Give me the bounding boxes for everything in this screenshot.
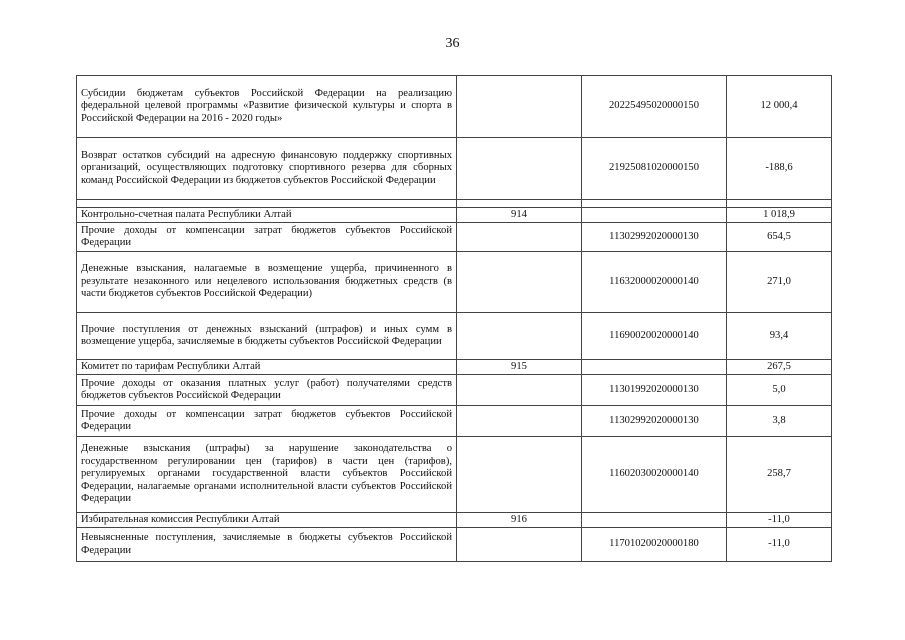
- amount-cell: 654,5: [727, 223, 832, 252]
- agency-name-cell: Контрольно-счетная палата Республики Алтай: [77, 208, 457, 223]
- amount-cell: 258,7: [727, 437, 832, 513]
- agency-name-cell: Избирательная комиссия Республики Алтай: [77, 513, 457, 528]
- spacer-cell: [77, 200, 457, 208]
- table-row: [77, 437, 832, 513]
- amount-cell: 1 018,9: [727, 208, 832, 223]
- table-row: [77, 513, 832, 528]
- amount-cell: 267,5: [727, 360, 832, 375]
- admin-code-cell: [457, 406, 582, 437]
- admin-code-cell: [457, 375, 582, 406]
- admin-code-cell: [457, 437, 582, 513]
- amount-cell: 12 000,4: [727, 76, 832, 138]
- revenue-code-cell: [582, 208, 727, 223]
- spacer-cell: [457, 200, 582, 208]
- revenue-code-cell: 11302992020000130: [582, 406, 727, 437]
- revenue-code-cell: 11690020020000140: [582, 313, 727, 360]
- amount-cell: 93,4: [727, 313, 832, 360]
- admin-code-cell: 916: [457, 513, 582, 528]
- revenue-code-cell: 11302992020000130: [582, 223, 727, 252]
- revenue-name-cell: Возврат остатков субсидий на адресную финансовую поддержку спортивных организаций, осуществляющих подготовку спортивного резерва для сборных команд Российской Федерации из бюджетов субъектов Российской Федерации: [77, 138, 457, 200]
- revenue-code-cell: [582, 360, 727, 375]
- amount-cell: -11,0: [727, 513, 832, 528]
- table-row: [77, 208, 832, 223]
- table-row: [77, 406, 832, 437]
- revenue-table: [76, 75, 832, 562]
- page-number: 36: [445, 36, 460, 51]
- revenue-name-cell: Невыясненные поступления, зачисляемые в бюджеты субъектов Российской Федерации: [77, 528, 457, 562]
- table-row: [77, 528, 832, 562]
- admin-code-cell: [457, 252, 582, 313]
- table-row: [77, 313, 832, 360]
- amount-cell: 3,8: [727, 406, 832, 437]
- revenue-code-cell: 21925081020000150: [582, 138, 727, 200]
- amount-cell: 271,0: [727, 252, 832, 313]
- amount-cell: -11,0: [727, 528, 832, 562]
- amount-cell: -188,6: [727, 138, 832, 200]
- revenue-name-cell: Прочие поступления от денежных взысканий (штрафов) и иных сумм в возмещение ущерба, зачисляемые в бюджеты субъектов Российской Федерации: [77, 313, 457, 360]
- table-row: [77, 252, 832, 313]
- revenue-name-cell: Прочие доходы от оказания платных услуг (работ) получателями средств бюджетов субъектов Российской Федерации: [77, 375, 457, 406]
- revenue-code-cell: [582, 513, 727, 528]
- table-row: [77, 138, 832, 200]
- table-row: [77, 223, 832, 252]
- table-row: [77, 76, 832, 138]
- revenue-code-cell: 20225495020000150: [582, 76, 727, 138]
- revenue-name-cell: Прочие доходы от компенсации затрат бюджетов субъектов Российской Федерации: [77, 406, 457, 437]
- spacer-cell: [582, 200, 727, 208]
- revenue-code-cell: 11632000020000140: [582, 252, 727, 313]
- table-row: [77, 200, 832, 208]
- spacer-cell: [727, 200, 832, 208]
- revenue-name-cell: Денежные взыскания, налагаемые в возмещение ущерба, причиненного в результате незаконного или нецелевого использования бюджетных средств (в части бюджетов субъектов Российской Федерации): [77, 252, 457, 313]
- revenue-name-cell: Прочие доходы от компенсации затрат бюджетов субъектов Российской Федерации: [77, 223, 457, 252]
- revenue-name-cell: Денежные взыскания (штрафы) за нарушение законодательства о государственном регулировании цен (тарифов) в части цен (тарифов), регулируемых органами государственной власти субъектов Российской Федерации, налагаемые органами исполнительной власти субъектов Российской Федерации: [77, 437, 457, 513]
- table-row: [77, 375, 832, 406]
- revenue-code-cell: 11701020020000180: [582, 528, 727, 562]
- revenue-code-cell: 11602030020000140: [582, 437, 727, 513]
- admin-code-cell: [457, 76, 582, 138]
- admin-code-cell: [457, 223, 582, 252]
- revenue-code-cell: 11301992020000130: [582, 375, 727, 406]
- admin-code-cell: 915: [457, 360, 582, 375]
- admin-code-cell: [457, 138, 582, 200]
- admin-code-cell: [457, 528, 582, 562]
- admin-code-cell: [457, 313, 582, 360]
- agency-name-cell: Комитет по тарифам Республики Алтай: [77, 360, 457, 375]
- table-row: [77, 360, 832, 375]
- revenue-name-cell: Субсидии бюджетам субъектов Российской Федерации на реализацию федеральной целевой программы «Развитие физической культуры и спорта в Российской Федерации на 2016 - 2020 годы»: [77, 76, 457, 138]
- amount-cell: 5,0: [727, 375, 832, 406]
- admin-code-cell: 914: [457, 208, 582, 223]
